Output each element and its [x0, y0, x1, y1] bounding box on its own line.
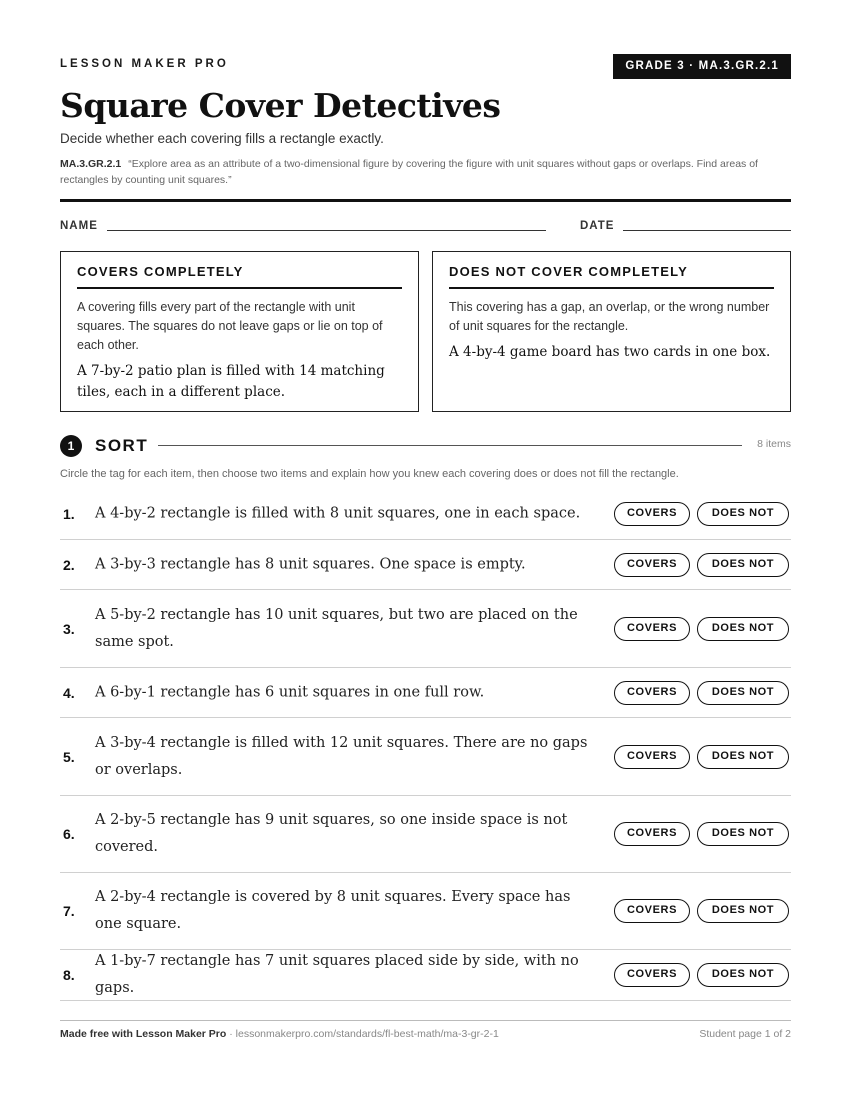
footer-made-with: Made free with Lesson Maker Pro: [60, 1028, 227, 1040]
sort-item: [60, 540, 791, 590]
section-instructions: Circle the tag for each item, then choose two items and explain how you knew each covering does or does not fill the rectangle.: [60, 468, 679, 480]
covers-tag[interactable]: COVERS: [614, 617, 690, 641]
footer-credit: [60, 1028, 499, 1040]
covers-tag[interactable]: COVERS: [614, 745, 690, 769]
sort-item: [60, 668, 791, 718]
covers-tag[interactable]: COVERS: [614, 681, 690, 705]
item-text: A 3-by-3 rectangle has 8 unit squares. One space is empty.: [95, 556, 526, 572]
item-number: 7.: [63, 903, 75, 919]
date-field[interactable]: [623, 230, 791, 231]
covers-tag[interactable]: COVERS: [614, 822, 690, 846]
item-number: 2.: [63, 556, 75, 573]
does-not-tag[interactable]: DOES NOT: [697, 617, 789, 641]
name-label: NAME: [60, 220, 98, 232]
standard-description: [60, 156, 791, 188]
footer-page-number: Student page 1 of 2: [699, 1028, 791, 1040]
item-number: 8.: [63, 967, 75, 983]
does-not-tag[interactable]: DOES NOT: [697, 502, 789, 526]
item-number: 4.: [63, 684, 75, 701]
covers-tag[interactable]: COVERS: [614, 502, 690, 526]
definition-box-covers: [60, 251, 419, 412]
sort-item: [60, 590, 791, 668]
item-text: A 6-by-1 rectangle has 6 unit squares in one full row.: [95, 684, 485, 700]
date-label: DATE: [580, 220, 615, 232]
section-number-badge: 1: [60, 435, 82, 457]
item-number: 3.: [63, 620, 75, 637]
does-not-tag[interactable]: DOES NOT: [697, 822, 789, 846]
does-not-tag[interactable]: DOES NOT: [697, 681, 789, 705]
definition-description: A covering fills every part of the rectangle with unit squares. The squares do not leave gaps or lie on top of each other.: [77, 300, 383, 352]
footer-divider: [60, 1020, 791, 1021]
item-number: 1.: [63, 506, 75, 522]
brand-name: LESSON MAKER PRO: [60, 58, 229, 70]
definition-example: A 4-by-4 game board has two cards in one box.: [449, 344, 771, 360]
item-number: 5.: [63, 748, 75, 765]
definition-title: COVERS COMPLETELY: [77, 264, 402, 289]
header-divider: [60, 199, 791, 202]
section-divider: [158, 445, 742, 446]
sort-item: [60, 950, 791, 1001]
item-number: 6.: [63, 826, 75, 842]
standard-code: MA.3.GR.2.1: [60, 158, 122, 170]
item-text: A 2-by-4 rectangle is covered by 8 unit squares. Every space has one square.: [95, 889, 571, 932]
does-not-tag[interactable]: DOES NOT: [697, 899, 789, 923]
section-item-count: 8 items: [757, 438, 791, 450]
definition-example: A 7-by-2 patio plan is filled with 14 matching tiles, each in a different place.: [77, 363, 385, 400]
sort-item: [60, 489, 791, 540]
page-title: Square Cover Detectives: [60, 86, 501, 125]
item-text: A 4-by-2 rectangle is filled with 8 unit squares, one in each space.: [95, 505, 581, 522]
standard-text: “Explore area as an attribute of a two-dimensional figure by covering the figure with unit squares without gaps or overlaps. Find areas of rectangles by counting unit squares.”: [60, 158, 758, 186]
name-field[interactable]: [107, 230, 546, 231]
definition-title: DOES NOT COVER COMPLETELY: [449, 264, 774, 289]
footer-url[interactable]: · lessonmakerpro.com/standards/fl-best-math/ma-3-gr-2-1: [226, 1028, 499, 1040]
sort-item: [60, 718, 791, 796]
covers-tag[interactable]: COVERS: [614, 899, 690, 923]
worksheet-page: [60, 0, 791, 1100]
covers-tag[interactable]: COVERS: [614, 963, 690, 987]
item-text: A 2-by-5 rectangle has 9 unit squares, so one inside space is not covered.: [95, 812, 568, 855]
does-not-tag[interactable]: DOES NOT: [697, 963, 789, 987]
section-title: SORT: [95, 436, 149, 455]
item-text: A 1-by-7 rectangle has 7 unit squares placed side by side, with no gaps.: [95, 953, 579, 996]
definition-description: This covering has a gap, an overlap, or the wrong number of unit squares for the rectangle.: [449, 300, 770, 333]
sort-item: [60, 873, 791, 950]
page-subtitle: Decide whether each covering fills a rectangle exactly.: [60, 131, 384, 146]
does-not-tag[interactable]: DOES NOT: [697, 745, 789, 769]
sort-item: [60, 796, 791, 873]
item-text: A 5-by-2 rectangle has 10 unit squares, but two are placed on the same spot.: [95, 606, 578, 650]
definition-box-does-not-cover: [432, 251, 791, 412]
item-text: A 3-by-4 rectangle is filled with 12 unit squares. There are no gaps or overlaps.: [95, 734, 588, 778]
grade-badge: GRADE 3 · MA.3.GR.2.1: [613, 54, 791, 79]
covers-tag[interactable]: COVERS: [614, 553, 690, 577]
does-not-tag[interactable]: DOES NOT: [697, 553, 789, 577]
